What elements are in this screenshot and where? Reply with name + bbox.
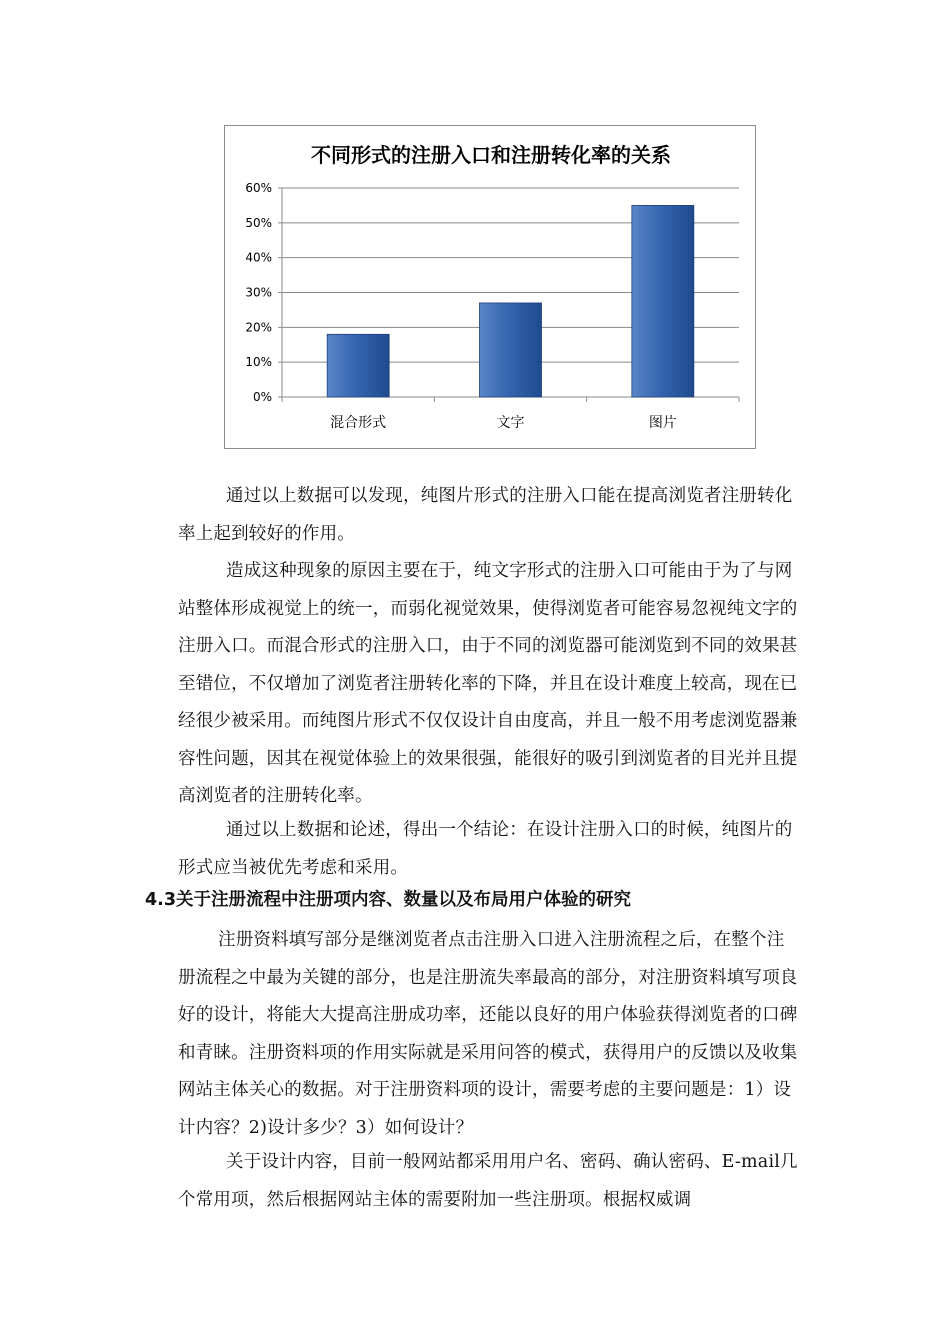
- chart-svg: [225, 126, 757, 450]
- y-tick-label: 20%: [245, 320, 272, 335]
- paragraph-2: 造成这种现象的原因主要在于，纯文字形式的注册入口可能由于为了与网站整体形成视觉上的统一，而弱化视觉效果，使得浏览者可能容易忽视纯文字的注册入口。而混合形式的注册入口，由于不同的浏览器可能浏览到不同的效果甚至错位，不仅增加了浏览者注册转化率的下降，并且在设计难度上较高，现在已经很少被采用。而纯图片形式不仅仅设计自由度高，并且一般不用考虑浏览器兼容性问题，因其在视觉体验上的效果很强，能很好的吸引到浏览者的目光并且提高浏览者的注册转化率。: [178, 561, 798, 806]
- y-tick-label: 60%: [245, 181, 272, 195]
- paragraph-1: 通过以上数据可以发现，纯图片形式的注册入口能在提高浏览者注册转化率上起到较好的作用。: [178, 486, 793, 544]
- bar-chart: [224, 125, 756, 449]
- bar: [632, 205, 694, 397]
- chart-title: 不同形式的注册入口和注册转化率的关系: [311, 143, 671, 167]
- y-tick-label: 50%: [245, 215, 272, 230]
- x-tick-label: 图片: [648, 415, 677, 431]
- section-heading: 4.3关于注册流程中注册项内容、数量以及布局用户体验的研究: [145, 890, 631, 910]
- x-tick-label: 混合形式: [330, 415, 387, 431]
- y-tick-label: 30%: [245, 285, 272, 300]
- section-paragraph-1: 注册资料填写部分是继浏览者点击注册入口进入注册流程之后，在整个注册流程之中最为关键的部分，也是注册流失率最高的部分，对注册资料填写项良好的设计，将能大大提高注册成功率，还能以良好的用户体验获得浏览者的口碑和青睐。注册资料项的作用实际就是采用问答的模式，获得用户的反馈以及收集网站主体关心的数据。对于注册资料项的设计，需要考虑的主要问题是：1）设计内容？2)设计多少？3）如何设计？: [178, 930, 798, 1138]
- y-tick-label: 0%: [252, 390, 272, 404]
- bar: [327, 334, 389, 397]
- y-tick-label: 10%: [245, 355, 272, 370]
- paragraph-3: 通过以上数据和论述，得出一个结论：在设计注册入口的时候，纯图片的形式应当被优先考虑和采用。: [178, 820, 793, 878]
- x-tick-label: 文字: [496, 415, 525, 431]
- section-paragraph-2: 关于设计内容，目前一般网站都采用用户名、密码、确认密码、E-mail几个常用项，然后根据网站主体的需要附加一些注册项。根据权威调: [178, 1152, 798, 1210]
- bar: [480, 303, 542, 397]
- y-tick-label: 40%: [245, 250, 272, 265]
